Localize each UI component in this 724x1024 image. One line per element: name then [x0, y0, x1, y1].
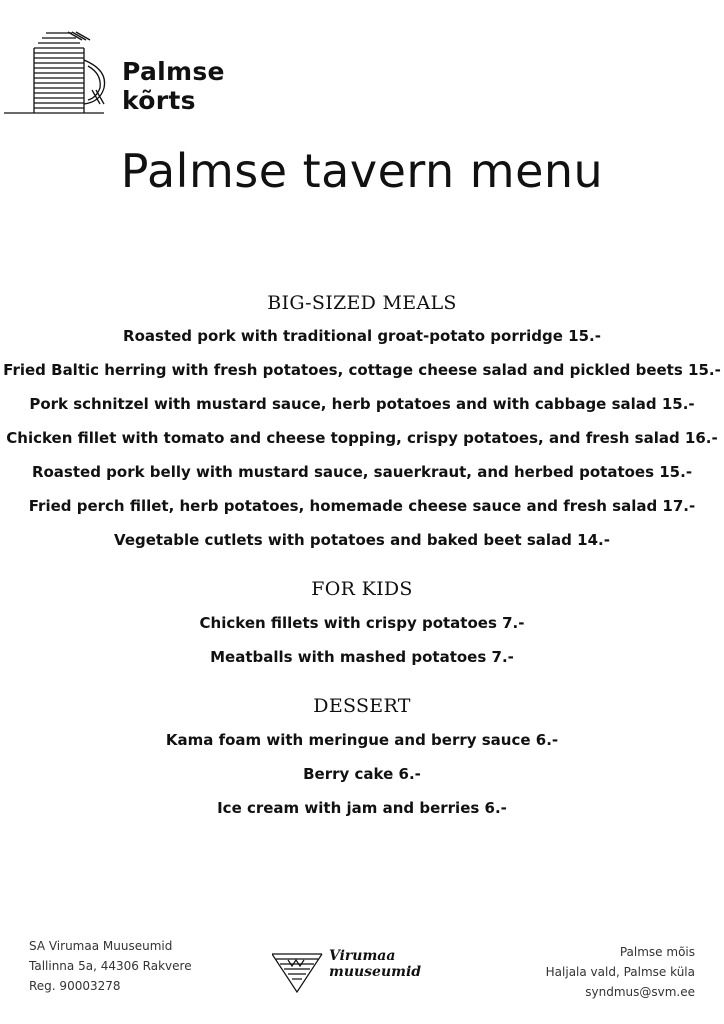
section-heading-for-kids: FOR KIDS [311, 578, 413, 600]
museum-logo-icon [272, 948, 328, 994]
menu-item: Berry cake 6.- [303, 765, 421, 783]
menu-item: Fried Baltic herring with fresh potatoes, cottage cheese salad and pickled beets 15.- [3, 361, 721, 379]
footer-venue-name: Palmse mõis [619, 945, 695, 959]
palmse-korts-logo [4, 30, 244, 120]
menu-item: Chicken fillets with crispy potatoes 7.- [199, 614, 525, 632]
section-heading-big-meals: BIG-SIZED MEALS [267, 292, 457, 314]
virumaa-muuseumid-logo [272, 948, 452, 994]
logo-name-line2: kõrts [122, 86, 196, 115]
menu-item: Roasted pork with traditional groat-potato porridge 15.- [123, 327, 601, 345]
footer-org-name: SA Virumaa Muuseumid [29, 939, 173, 953]
footer-logo-line2: muuseumid [329, 964, 422, 980]
menu-item: Chicken fillet with tomato and cheese topping, crispy potatoes, and fresh salad 16.- [6, 429, 718, 447]
menu-item: Fried perch fillet, herb potatoes, homemade cheese sauce and fresh salad 17.- [28, 497, 696, 515]
footer-logo-line1: Virumaa [329, 948, 396, 964]
footer-org-address: Tallinna 5a, 44306 Rakvere [29, 959, 192, 973]
menu-item: Vegetable cutlets with potatoes and baked beet salad 14.- [114, 531, 610, 549]
section-heading-dessert: DESSERT [313, 695, 411, 717]
footer-org-reg: Reg. 90003278 [29, 979, 121, 993]
footer-venue-address: Haljala vald, Palmse küla [545, 965, 695, 979]
menu-item: Meatballs with mashed potatoes 7.- [210, 648, 514, 666]
menu-item: Kama foam with meringue and berry sauce 6.- [165, 731, 559, 749]
tavern-logo-icon [4, 30, 124, 120]
menu-item: Pork schnitzel with mustard sauce, herb potatoes and with cabbage salad 15.- [29, 395, 695, 413]
footer-organization-info [29, 936, 192, 996]
footer-contact-email[interactable]: syndmus@svm.ee [585, 985, 695, 999]
menu-item: Roasted pork belly with mustard sauce, sauerkraut, and herbed potatoes 15.- [31, 463, 693, 481]
logo-name-line1: Palmse [122, 57, 225, 86]
menu-item: Ice cream with jam and berries 6.- [217, 799, 507, 817]
page-title: Palmse tavern menu [120, 144, 604, 198]
footer-venue-info [546, 942, 695, 1002]
